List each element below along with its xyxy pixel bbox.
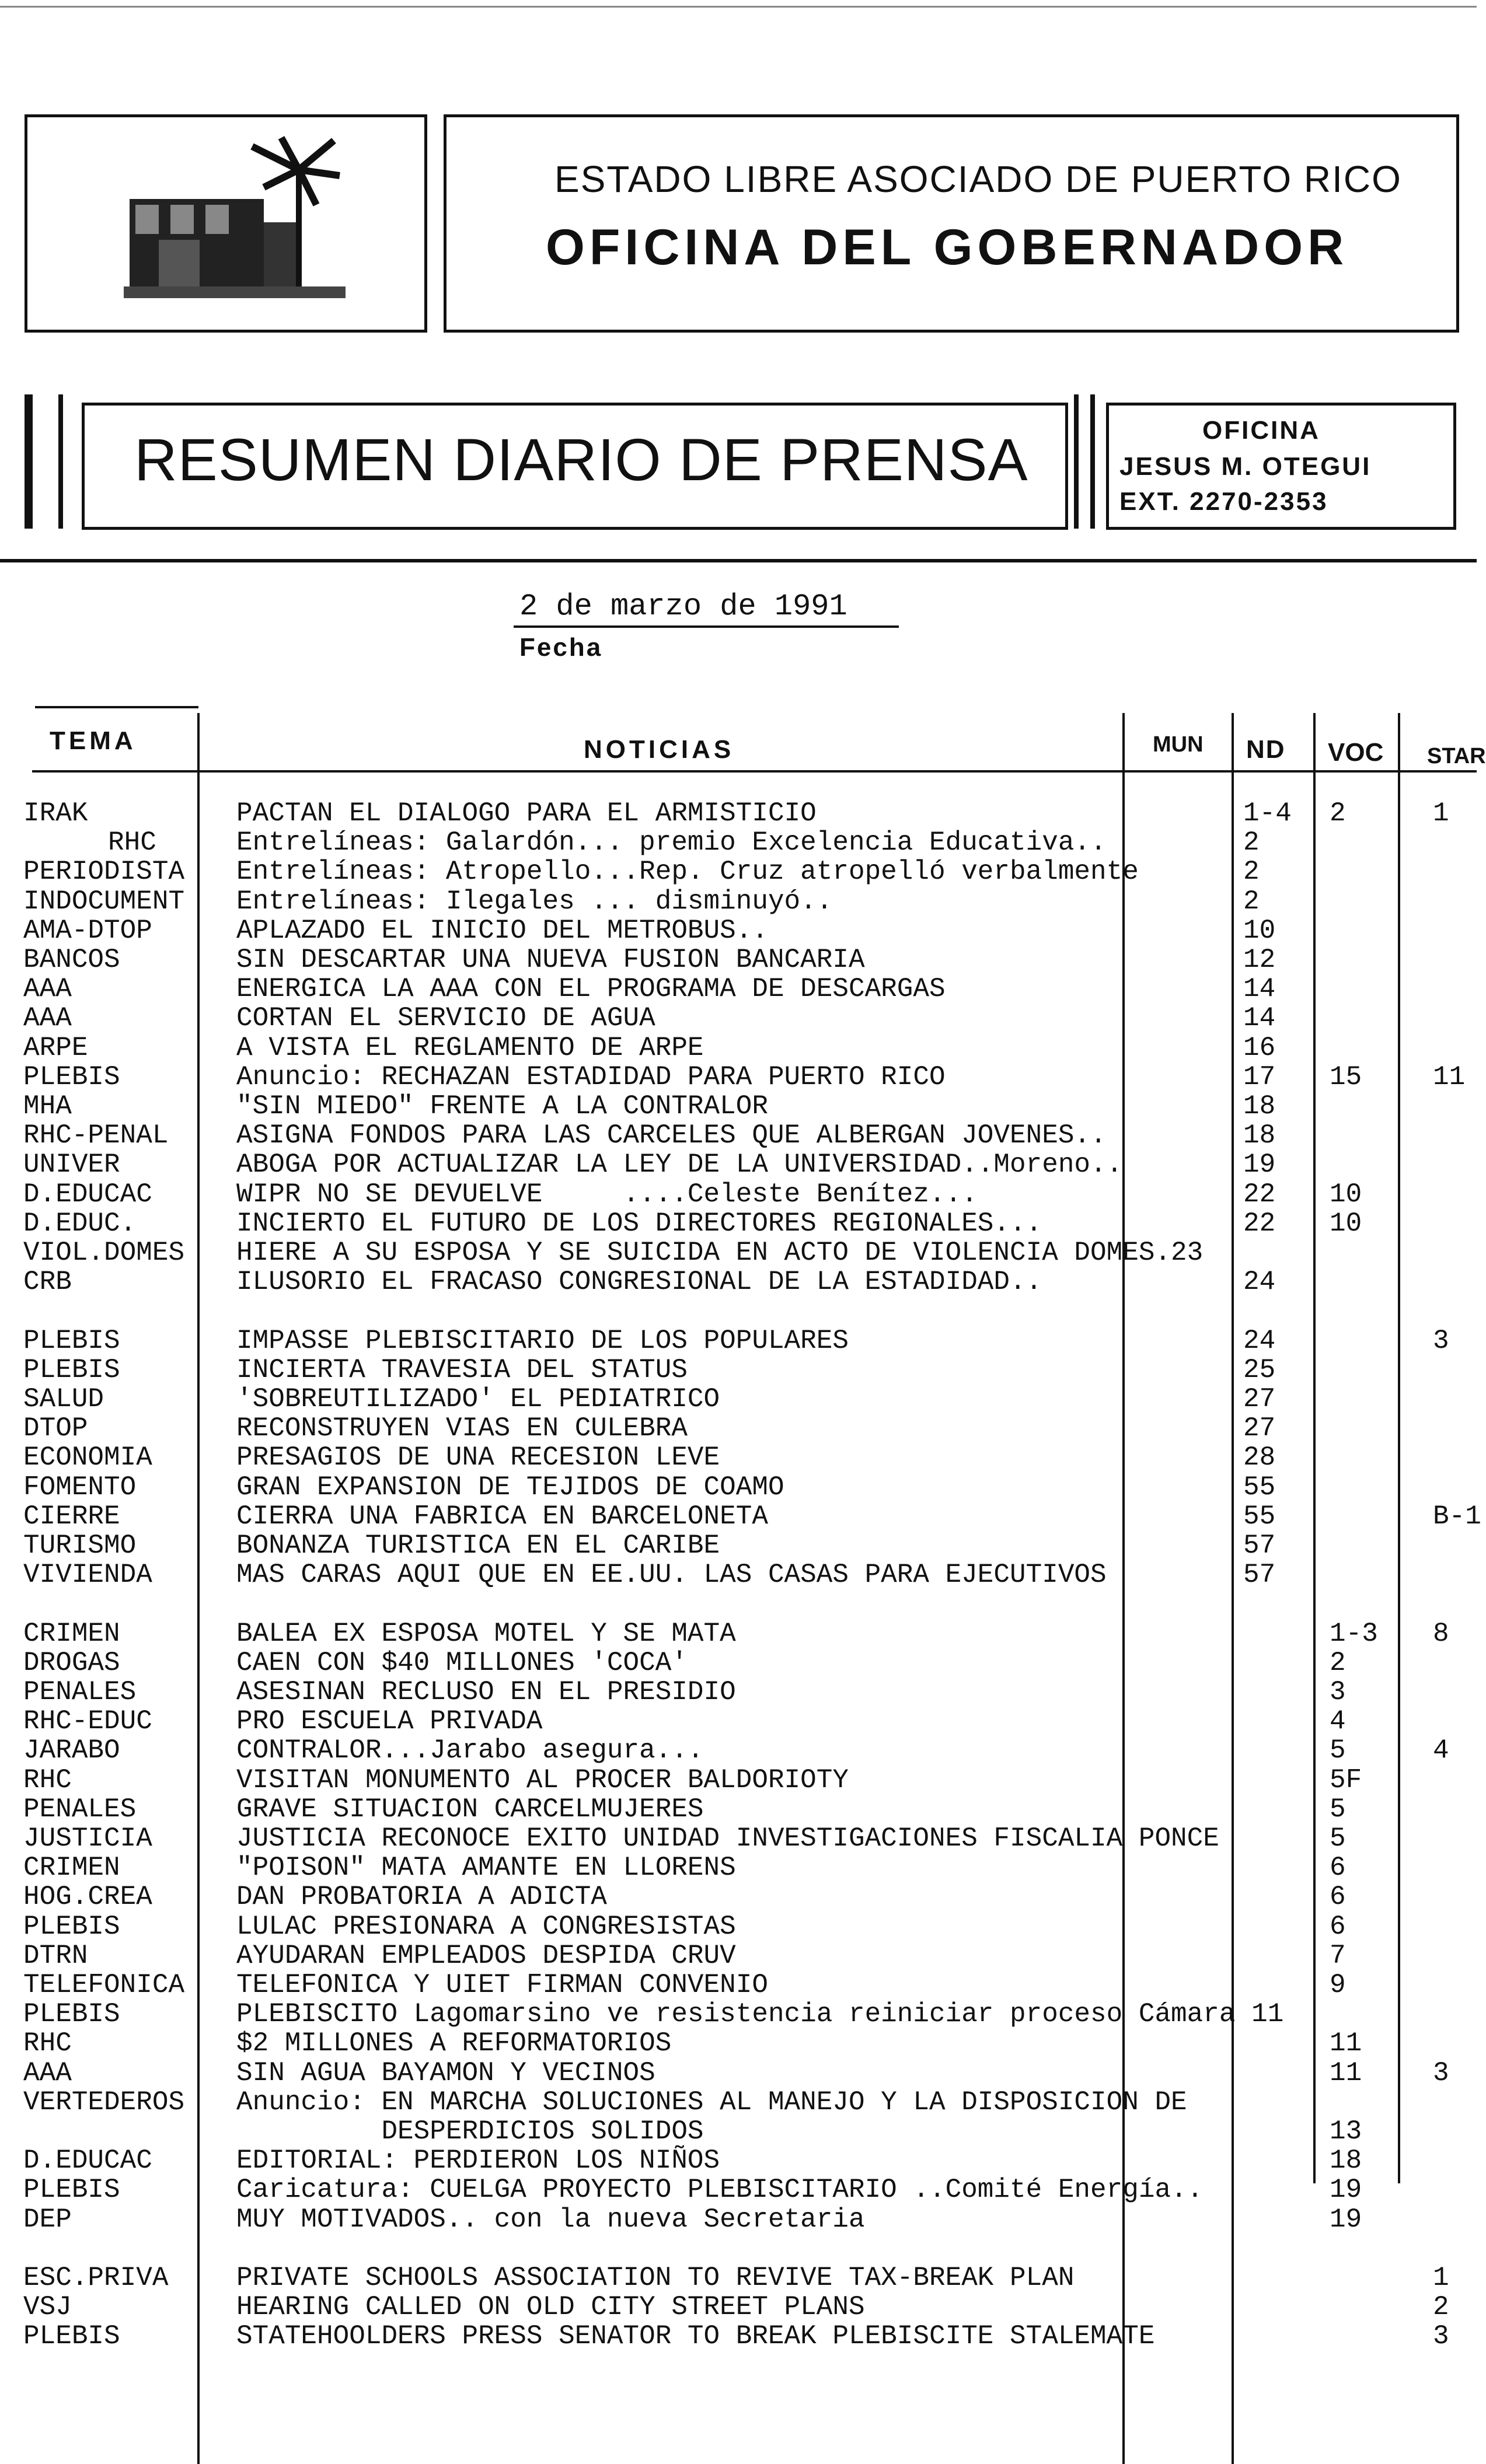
row-nd: 18 [1243,1091,1276,1121]
row-tema: CRIMEN [23,1618,120,1649]
row-noticia: GRAN EXPANSION DE TEJIDOS DE COAMO [236,1472,784,1502]
row-tema: ECONOMIA [23,1442,152,1473]
table-row [0,2116,1477,2145]
row-tema: DEP [23,2204,72,2235]
table-row [0,1296,1477,1325]
table-row [0,1970,1477,1999]
row-noticia: PRIVATE SCHOOLS ASSOCIATION TO REVIVE TAX-BREAK PLAN [236,2263,1075,2293]
row-tema: BANCOS [23,945,120,975]
row-voc: 7 [1330,1940,1346,1971]
table-row [0,1267,1477,1296]
row-noticia: ABOGA POR ACTUALIZAR LA LEY DE LA UNIVERSIDAD..Moreno.. [236,1149,1123,1180]
oficina-box [1106,403,1456,530]
row-tema: JUSTICIA [23,1823,152,1854]
table-row [0,1238,1477,1267]
row-nd: 55 [1243,1472,1276,1502]
row-nd: 1-4 [1243,798,1292,829]
row-tema: D.EDUC. [23,1208,137,1239]
row-noticia: Anuncio: RECHAZAN ESTADIDAD PARA PUERTO RICO [236,1061,946,1092]
table-row [0,2175,1477,2204]
table-row [0,1823,1477,1853]
row-tema: TELEFONICA [23,1970,185,2000]
row-voc: 19 [1330,2175,1362,2206]
row-noticia: ENERGICA LA AAA CON EL PROGRAMA DE DESCARGAS [236,974,946,1005]
row-noticia: SIN DESCARTAR UNA NUEVA FUSION BANCARIA [236,945,865,975]
table-row [0,1794,1477,1823]
table-row [0,1735,1477,1764]
row-tema: CIERRE [23,1501,120,1532]
row-voc: 2 [1330,1647,1346,1678]
row-tema: TURISMO [23,1530,137,1561]
page-edge-line [0,6,1477,8]
row-tema: VIOL.DOMES [23,1238,185,1268]
row-tema: AAA [23,1003,72,1034]
col-header-noticias: NOTICIAS [584,735,735,764]
row-tema: DTOP [23,1413,88,1444]
row-noticia: INCIERTA TRAVESIA DEL STATUS [236,1354,688,1385]
row-nd: 2 [1243,886,1260,917]
row-nd: 2 [1243,857,1260,887]
row-noticia: SIN AGUA BAYAMON Y VECINOS [236,2057,655,2088]
row-nd: 57 [1243,1560,1276,1591]
row-tema: RHC [23,1764,72,1795]
row-nd: 14 [1243,974,1276,1005]
row-star: 8 [1433,1618,1449,1649]
table-row [0,2058,1477,2087]
row-noticia: "POISON" MATA AMANTE EN LLORENS [236,1853,736,1883]
row-star: 3 [1433,1325,1449,1356]
table-row [0,2292,1477,2321]
table-row [0,1413,1477,1442]
row-noticia: "SIN MIEDO" FRENTE A LA CONTRALOR [236,1091,768,1121]
row-star: 4 [1433,1735,1449,1766]
row-noticia: AYUDARAN EMPLEADOS DESPIDA CRUV [236,1940,736,1971]
row-nd: 17 [1243,1061,1276,1092]
row-noticia: HEARING CALLED ON OLD CITY STREET PLANS [236,2292,865,2323]
row-noticia: ASESINAN RECLUSO EN EL PRESIDIO [236,1677,736,1707]
row-tema: JARABO [23,1735,120,1766]
table-row [0,945,1477,974]
row-tema: CRB [23,1267,72,1298]
oficina-label: OFICINA [1202,416,1320,445]
row-noticia: DESPERDICIOS SOLIDOS [236,2116,704,2147]
row-nd: 24 [1243,1267,1276,1298]
row-noticia: Anuncio: EN MARCHA SOLUCIONES AL MANEJO Y LA DISPOSICION DE [236,2086,1187,2117]
row-tema: PLEBIS [23,2321,120,2352]
row-voc: 11 [1330,2028,1362,2059]
row-tema: VIVIENDA [23,1560,152,1591]
table-row [0,1677,1477,1706]
row-tema: IRAK [23,798,88,829]
row-voc: 10 [1330,1179,1362,1210]
table-row [0,886,1477,915]
header-divider [0,559,1477,562]
row-tema: PERIODISTA [23,857,185,887]
row-tema: SALUD [23,1384,104,1414]
row-noticia: EDITORIAL: PERDIERON LOS NIÑOS [236,2145,720,2176]
row-voc: 5 [1330,1823,1346,1854]
row-tema: RHC [108,827,156,858]
row-nd: 22 [1243,1208,1276,1239]
row-noticia: APLAZADO EL INICIO DEL METROBUS.. [236,915,768,946]
row-tema: CRIMEN [23,1853,120,1883]
row-noticia: ASIGNA FONDOS PARA LAS CARCELES QUE ALBERGAN JOVENES.. [236,1120,1107,1151]
col-header-nd: ND [1246,735,1286,764]
table-top-line [35,706,198,708]
table-row [0,1882,1477,1911]
row-nd: 10 [1243,915,1276,946]
row-tema: RHC [23,2028,72,2059]
row-tema: ESC.PRIVA [23,2263,169,2293]
row-tema: AAA [23,974,72,1005]
row-tema: RHC-EDUC [23,1706,152,1737]
col-header-voc: VOC [1328,738,1384,767]
row-noticia: GRAVE SITUACION CARCELMUJERES [236,1794,704,1825]
row-tema: RHC-PENAL [23,1120,169,1151]
row-noticia: CONTRALOR...Jarabo asegura... [236,1735,704,1766]
row-tema: PLEBIS [23,1911,120,1942]
row-noticia: ILUSORIO EL FRACASO CONGRESIONAL DE LA ESTADIDAD.. [236,1267,1042,1298]
row-noticia: RECONSTRUYEN VIAS EN CULEBRA [236,1413,688,1444]
table-row [0,1091,1477,1120]
table-row [0,1326,1477,1355]
row-noticia: 'SOBREUTILIZADO' EL PEDIATRICO [236,1384,720,1414]
date-label: Fecha [519,633,603,662]
table-row [0,1619,1477,1648]
date-underline [514,625,899,628]
table-row [0,827,1477,857]
table-row [0,1062,1477,1091]
row-tema: INDOCUMENT [23,886,185,917]
row-voc: 19 [1330,2204,1362,2235]
table-row [0,1589,1477,1618]
table-row [0,1355,1477,1384]
row-tema: DTRN [23,1940,88,1971]
row-noticia: Entrelíneas: Galardón... premio Excelencia Educativa.. [236,827,1107,858]
row-noticia: Entrelíneas: Atropello...Rep. Cruz atropelló verbalmente [236,857,1139,887]
document-title: RESUMEN DIARIO DE PRENSA [134,427,1028,493]
row-nd: 18 [1243,1120,1276,1151]
row-noticia: BALEA EX ESPOSA MOTEL Y SE MATA [236,1618,736,1649]
row-noticia: TELEFONICA Y UIET FIRMAN CONVENIO [236,1970,768,2000]
row-tema: DROGAS [23,1647,120,1678]
row-tema: UNIVER [23,1149,120,1180]
row-tema: D.EDUCAC [23,2145,152,2176]
table-row [0,1530,1477,1560]
row-voc: 5 [1330,1735,1346,1766]
row-tema: PLEBIS [23,1061,120,1092]
la-fortaleza-illustration [124,135,346,310]
row-noticia: INCIERTO EL FUTURO DE LOS DIRECTORES REGIONALES... [236,1208,1042,1239]
row-voc: 5 [1330,1794,1346,1825]
table-row [0,1208,1477,1238]
table-row [0,2204,1477,2234]
col-header-star: STAR [1427,744,1486,768]
row-tema: PLEBIS [23,1354,120,1385]
row-noticia: PLEBISCITO Lagomarsino ve resistencia reiniciar proceso Cámara 11 [236,1999,1284,2030]
row-voc: 2 [1330,798,1346,829]
table-row [0,1999,1477,2028]
row-noticia: DAN PROBATORIA A ADICTA [236,1882,607,1913]
table-row [0,915,1477,945]
table-row [0,2321,1477,2350]
table-row [0,2087,1477,2116]
row-tema: ARPE [23,1032,88,1063]
row-nd: 55 [1243,1501,1276,1532]
row-noticia: Caricatura: CUELGA PROYECTO PLEBISCITARIO ..Comité Energía.. [236,2175,1204,2206]
row-tema: D.EDUCAC [23,1179,152,1210]
table-row [0,1179,1477,1208]
row-voc: 18 [1330,2145,1362,2176]
table-row [0,1501,1481,1532]
table-row [0,1911,1477,1941]
row-noticia: PRO ESCUELA PRIVADA [236,1706,543,1737]
row-noticia: LULAC PRESIONARA A CONGRESISTAS [236,1911,736,1942]
row-noticia: A VISTA EL REGLAMENTO DE ARPE [236,1032,704,1063]
row-noticia: MUY MOTIVADOS.. con la nueva Secretaria [236,2204,865,2235]
row-noticia: Entrelíneas: Ilegales ... disminuyó.. [236,886,833,917]
row-nd: 16 [1243,1032,1276,1063]
table-row [0,2028,1477,2057]
row-noticia: STATEHOOLDERS PRESS SENATOR TO BREAK PLEBISCITE STALEMATE [236,2321,1155,2352]
row-voc: 10 [1330,1208,1362,1239]
row-noticia: PRESAGIOS DE UNA RECESION LEVE [236,1442,720,1473]
row-tema: VERTEDEROS [23,2086,185,2117]
table-row [0,1003,1477,1032]
table-row [0,1765,1477,1794]
row-noticia: CAEN CON $40 MILLONES 'COCA' [236,1647,688,1678]
table-row [0,1560,1477,1589]
table-row [0,1442,1477,1472]
row-nd: 27 [1243,1384,1276,1414]
row-noticia: CORTAN EL SERVICIO DE AGUA [236,1003,655,1034]
date-value: 2 de marzo de 1991 [519,589,847,624]
row-noticia: WIPR NO SE DEVUELVE ....Celeste Benítez... [236,1179,978,1210]
row-tema: PLEBIS [23,1325,120,1356]
table-row [0,1120,1477,1149]
row-star: 3 [1433,2057,1449,2088]
decorative-bar [1074,394,1079,529]
row-nd: 28 [1243,1442,1276,1473]
row-tema: PENALES [23,1677,137,1707]
row-tema: PLEBIS [23,1999,120,2030]
row-nd: 27 [1243,1413,1276,1444]
row-voc: 3 [1330,1677,1346,1707]
row-noticia: PACTAN EL DIALOGO PARA EL ARMISTICIO [236,798,817,829]
row-nd: 12 [1243,945,1276,975]
row-noticia: CIERRA UNA FABRICA EN BARCELONETA [236,1501,768,1532]
decorative-bar [1090,394,1095,529]
row-voc: 13 [1330,2116,1362,2147]
row-noticia: HIERE A SU ESPOSA Y SE SUICIDA EN ACTO DE VIOLENCIA DOMES.23 [236,1238,1204,1268]
row-star: 3 [1433,2321,1449,2352]
office-name: OFICINA DEL GOBERNADOR [546,219,1349,275]
row-nd: 2 [1243,827,1260,858]
row-tema: HOG.CREA [23,1882,152,1913]
table-header-divider [32,770,1477,773]
row-voc: 4 [1330,1706,1346,1737]
row-voc: 15 [1330,1061,1362,1092]
row-star: 1 [1433,2263,1449,2293]
row-star: 1 [1433,798,1449,829]
state-name: ESTADO LIBRE ASOCIADO DE PUERTO RICO [554,158,1402,200]
decorative-bar [58,394,63,529]
row-tema: AAA [23,2057,72,2088]
row-noticia: $2 MILLONES A REFORMATORIOS [236,2028,672,2059]
table-row [0,798,1477,827]
seal-box [25,114,427,333]
row-star: B-1 [1433,1501,1481,1532]
table-row [0,1648,1477,1677]
row-tema: AMA-DTOP [23,915,152,946]
table-row [0,2234,1477,2263]
oficina-contact-name: JESUS M. OTEGUI [1119,452,1372,481]
row-tema: PLEBIS [23,2175,120,2206]
table-row [0,1706,1477,1735]
decorative-bar [25,394,33,529]
row-voc: 6 [1330,1882,1346,1913]
row-voc: 9 [1330,1970,1346,2000]
table-row [0,1472,1477,1501]
table-row [0,857,1477,886]
row-nd: 25 [1243,1354,1276,1385]
table-row [0,1384,1477,1413]
row-voc: 1-3 [1330,1618,1378,1649]
table-row [0,1941,1477,1970]
table-row [0,1149,1477,1179]
row-nd: 22 [1243,1179,1276,1210]
row-voc: 6 [1330,1911,1346,1942]
row-tema: PENALES [23,1794,137,1825]
row-nd: 24 [1243,1325,1276,1356]
row-noticia: BONANZA TURISTICA EN EL CARIBE [236,1530,720,1561]
row-noticia: MAS CARAS AQUI QUE EN EE.UU. LAS CASAS PARA EJECUTIVOS [236,1560,1107,1591]
row-nd: 19 [1243,1149,1276,1180]
row-star: 2 [1433,2292,1449,2323]
table-row [0,2263,1477,2292]
table-row [0,974,1477,1003]
row-voc: 5F [1330,1764,1362,1795]
oficina-extension: EXT. 2270-2353 [1119,487,1328,516]
row-star: 11 [1433,1061,1466,1092]
col-header-tema: TEMA [50,726,137,755]
row-tema: VSJ [23,2292,72,2323]
table-row [0,1033,1477,1062]
row-noticia: JUSTICIA RECONOCE EXITO UNIDAD INVESTIGACIONES FISCALIA PONCE [236,1823,1219,1854]
row-tema: FOMENTO [23,1472,137,1502]
row-voc: 6 [1330,1853,1346,1883]
row-voc: 11 [1330,2057,1362,2088]
row-noticia: VISITAN MONUMENTO AL PROCER BALDORIOTY [236,1764,849,1795]
row-noticia: IMPASSE PLEBISCITARIO DE LOS POPULARES [236,1325,849,1356]
col-header-mun: MUN [1153,732,1204,757]
row-tema: MHA [23,1091,72,1121]
row-nd: 14 [1243,1003,1276,1034]
table-row [0,2145,1477,2175]
table-row [0,1853,1477,1882]
row-nd: 57 [1243,1530,1276,1561]
